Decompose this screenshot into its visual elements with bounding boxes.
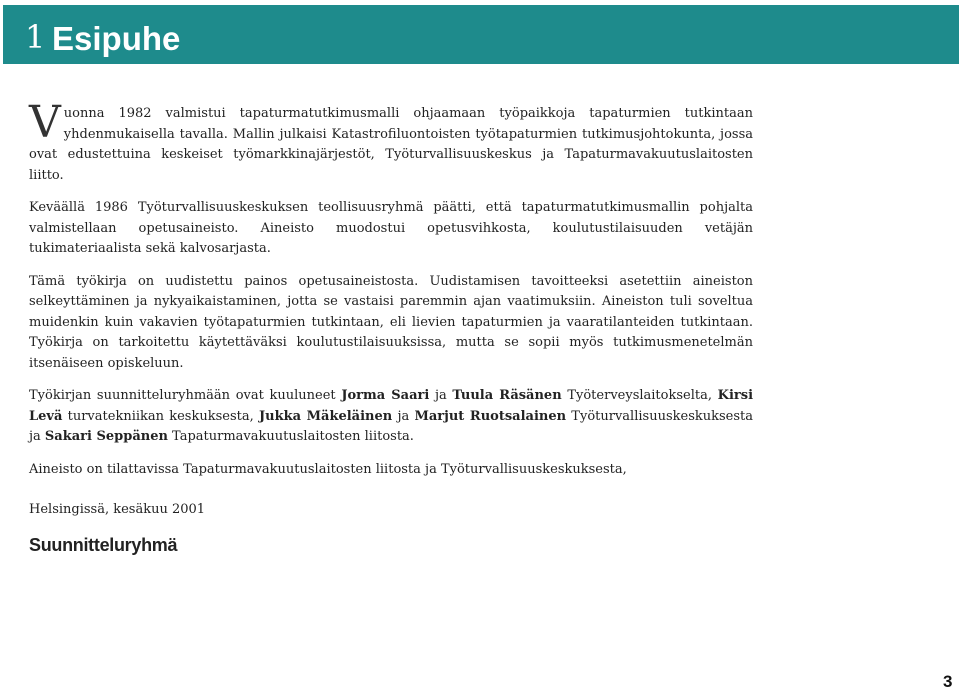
member-name: Marjut Ruotsalainen (414, 408, 567, 424)
group-text: Tapaturmavakuutuslaitosten liitosta. (167, 429, 414, 444)
paragraph-group (29, 386, 753, 448)
chapter-header-bar (3, 5, 959, 64)
group-text: turvatekniikan keskuksesta, (62, 408, 259, 424)
paragraph-history: Keväällä 1986 Työturvallisuuskeskuksen teollisuusryhmä päätti, että tapaturmatutkimusmallin pohjalta valmistellaan opetusaineisto. Aineisto muodostui opetusvihkosta, koulutustilaisuuden vetäjän tukimateriaalista sekä kalvosarjasta. (29, 200, 753, 256)
paragraph-purpose: Tämä työkirja on uudistettu painos opetusaineistosta. Uudistamisen tavoitteeksi asetettiin aineiston selkeyttäminen ja nykyaikaistaminen, jotta se vastaisi paremmin ajan vaatimuksiin. Aineiston tuli soveltua muidenkin kuin vakavien työtapaturmien tutkintaan, eli lievien tapaturmien ja vaaratilanteiden tutkintaan. Työkirja on tarkoitettu käytettäväksi koulutustilaisuuksissa, mutta se sopii myös tutkimusmenetelmän itsenäiseen opiskeluun. (29, 273, 753, 371)
group-text: ja (429, 388, 453, 403)
page-number: 3 (943, 672, 953, 691)
place-and-date: Helsingissä, kesäkuu 2001 (29, 502, 206, 517)
member-name: Jukka Mäkeläinen (258, 408, 393, 424)
paragraph-intro (29, 97, 753, 186)
paragraph-ordering: Aineisto on tilattavissa Tapaturmavakuutuslaitosten liitosta ja Työturvallisuuskeskuksesta, (29, 461, 627, 477)
chapter-title: Esipuhe (52, 20, 181, 57)
signature: Suunnitteluryhmä (29, 534, 178, 555)
member-name: Tuula Räsänen (452, 388, 562, 403)
member-name: Sakari Seppänen (44, 429, 168, 444)
group-text: Työturvallisuuskeskuksesta ja (29, 408, 753, 444)
drop-cap: V (29, 97, 61, 148)
group-text: Työterveyslaitokselta, (561, 388, 718, 403)
member-name: Jorma Saari (341, 388, 430, 403)
member-name: Kirsi Levä (29, 388, 754, 424)
group-text: ja (392, 408, 415, 424)
paragraph-intro-text: uonna 1982 valmistui tapaturmatutkimusmalli ohjaamaan työpaikkoja tapaturmien tutkintaan yhdenmukaisella tavalla. Mallin julkaisi Katastrofiluontoisten työtapaturmien tutkimusjohtokunta, jossa ovat edustettuina keskeiset työmarkkinajärjestöt, Työturvallisuuskeskus ja Tapaturmavakuutuslaitosten liitto. (29, 106, 753, 183)
chapter-number: 1 (25, 18, 46, 56)
group-text: Työkirjan suunnitteluryhmään ovat kuuluneet (29, 388, 342, 403)
preface-body (29, 97, 754, 555)
